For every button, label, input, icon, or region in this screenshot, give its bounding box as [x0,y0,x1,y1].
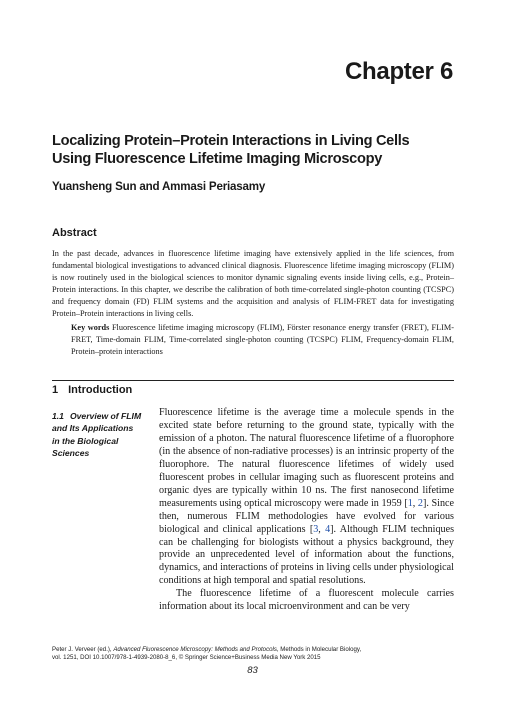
footer-citation [52,646,454,663]
subsection-heading [52,410,150,459]
paragraph-text: , [318,523,326,535]
keywords [71,322,454,358]
section-title: Introduction [68,384,133,396]
chapter-label: Chapter 6 [345,58,453,85]
chapter-title-line-2: Using Fluorescence Lifetime Imaging Microscopy [52,151,383,167]
subsection-number: 1.1 [52,411,64,421]
paragraph-text: Fluorescence lifetime is the average time a molecule spends in the excited state before returning to the ground state, typically with the emission of a photon. The natural fluorescence lifetime of a fluorophore (in the absence of non-radiative processes) is an intrinsic property of the fluorophore. The natural fluorescence lifetimes of widely used fluorescent probes in cellular imaging such as fluorescent proteins and organic dyes are typically within 10 ns. The first nanosecond lifetime measurements using optical microscopy were made in 1959 [ [159,407,454,509]
citation-link-3[interactable]: 3 [313,523,319,535]
keywords-label: Key words [71,323,110,332]
subsection-title-line-3: in the Biological [52,435,119,446]
page-number: 83 [247,665,258,676]
footer-volume-line: vol. 1251, DOI 10.1007/978-1-4939-2080-8_6, © Springer Science+Business Media New York 2015 [52,654,321,662]
chapter-title [52,132,462,168]
footer-series: , Methods in Molecular Biology, [276,646,362,653]
section-divider [52,380,454,381]
subsection-title-line-2: and Its Applications [52,423,134,434]
section-number: 1 [52,384,59,396]
citation-link-2[interactable]: 2 [417,497,423,509]
footer-editor: Peter J. Verveer (ed.), [52,646,114,653]
footer-book-title: Advanced Fluorescence Microscopy: Methods and Protocols [113,646,277,653]
citation-link-1[interactable]: 1 [407,497,413,509]
body-text [159,407,454,614]
body-paragraph-2: The fluorescence lifetime of a fluorescent molecule carries information about its local microenvironment and can be very [159,588,454,613]
paragraph-text: ]. Although FLIM techniques can be challenging for biologists without a physics background, they provide an unprecedented level of information about the functions, dynamics, and interactions of proteins in living cells under physiological conditions at high temporal and spatial resolutions. [159,523,455,587]
abstract-text: In the past decade, advances in fluorescence lifetime imaging have extensively applied in the life sciences, from fundamental biological investigations to advanced clinical diagnosis. Fluorescence lifetime imaging microscopy (FLIM) is now routinely used in the biological sciences to monitor dynamic signaling events inside living cells, e.g., Protein–Protein interactions. In this chapter, we describe the calibration of both time-correlated single-photon counting (TCSPC) and frequency domain (FD) FLIM systems and the acquisition and analysis of FLIM-FRET data for investigating Protein–Protein interactions in living cells. [52,249,454,318]
abstract-heading: Abstract [52,227,97,239]
section-heading [52,384,132,396]
subsection-title-line-1: Overview of FLIM [69,411,142,421]
keywords-text: Fluorescence lifetime imaging microscopy (FLIM), Förster resonance energy transfer (FRET), FLIM-FRET, Time-domain FLIM, Time-correlated single-photon counting (TCSPC) FLIM, Frequency-domain FLIM, Protein–protein interactions [71,323,454,356]
paragraph-text: , [412,497,418,509]
subsection-title-line-4: Sciences [52,447,90,458]
body-paragraph-1 [159,407,454,588]
paragraph-text: ]. Since then, numerous FLIM methodologies have evolved for various biological and clinical applications [ [159,497,455,535]
citation-link-4[interactable]: 4 [325,523,331,535]
chapter-title-line-1: Localizing Protein–Protein Interactions in Living Cells [52,133,410,149]
authors: Yuansheng Sun and Ammasi Periasamy [52,180,266,193]
